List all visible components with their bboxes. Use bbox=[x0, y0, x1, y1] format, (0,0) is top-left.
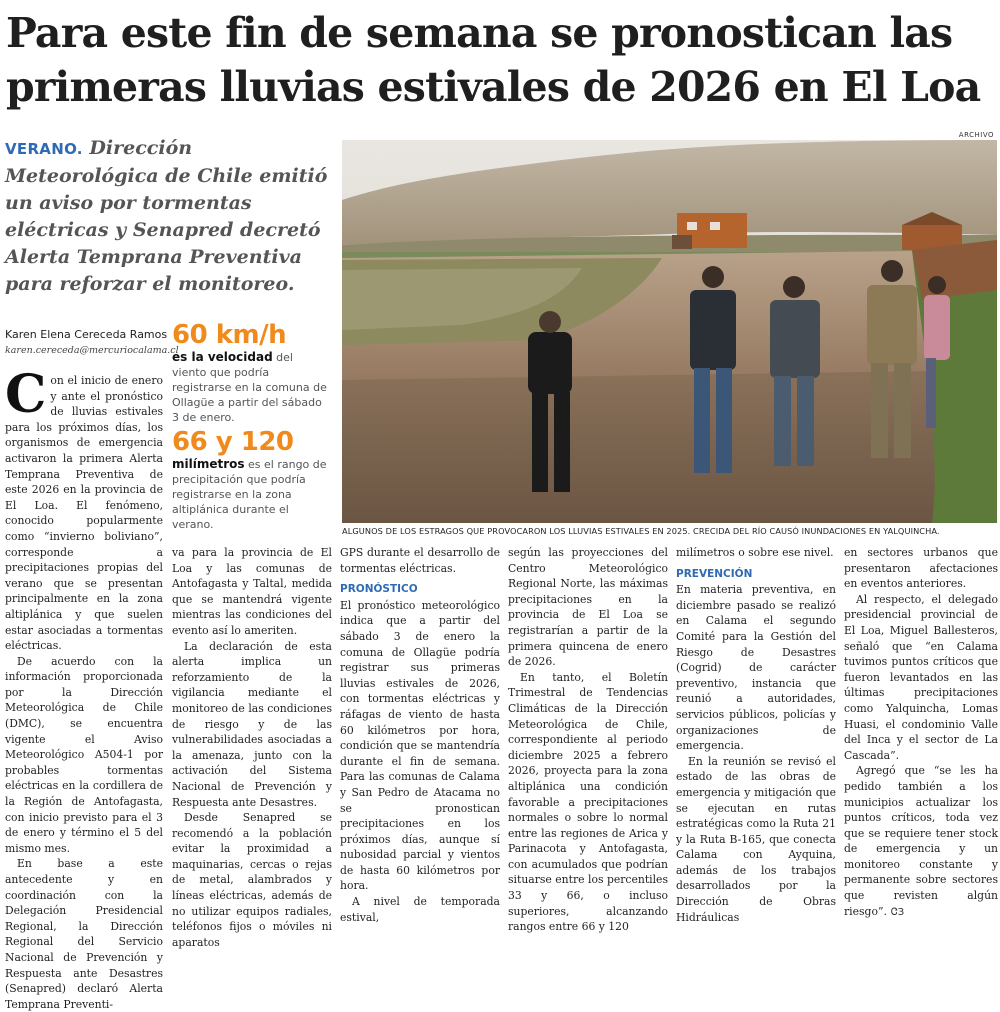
body-paragraph: va para la provincia de El Loa y las comunas de Antofagasta y Taltal, medida que se mantendrá vigente mientras las condiciones del evento así lo ameriten. bbox=[172, 546, 332, 637]
body-paragraph: en sectores urbanos que presentaron afectaciones en eventos anteriores. bbox=[844, 546, 998, 591]
stat-wind-value: 60 km/h bbox=[172, 320, 287, 350]
body-paragraph: En base a este antecedente y en coordinación con la Delegación Presidencial Regional, la Dirección Regional del Servicio Nacional de Prevención y Respuesta ante Desastres (Senapred) declaró Alerta Temprana Preventi- bbox=[5, 857, 163, 1011]
body-paragraph: Desde Senapred se recomendó a la población evitar la proximidad a maquinarias, cercas o rejas de metal, alambrados y líneas eléctricas, además de no utilizar equipos radiales, teléfonos fijos o móviles ni aparatos bbox=[172, 811, 332, 949]
body-paragraph: De acuerdo con la información proporcionada por la Dirección Meteorológica de Chile (DMC), se encuentra vigente el Aviso Meteorológico A504-1 por probables tormentas eléctricas en la cordillera de la Región de Antofagasta, con inicio previsto para el 3 de enero y término el 5 del mismo mes. bbox=[5, 654, 163, 855]
photo-credit: ARCHIVO bbox=[958, 131, 994, 139]
body-text: Agregó que “se les ha pedido también a los municipios actualizar los puntos críticos, toda vez que se requiere tener stock de emergencia y un monitoreo constante y permanente sobre sectores que revisten algún riesgo”. bbox=[844, 764, 998, 918]
body-paragraph: En la reunión se revisó el estado de las obras de emergencia y mitigación que se ejecutan en rutas estratégicas como la Ruta 21 y la Ruta B-165, que conecta Calama con Ayquina, además de los trabajos desarrollados por la Dirección de Obras Hidráulicas bbox=[676, 754, 836, 924]
body-paragraph: El pronóstico meteorológico indica que a partir del sábado 3 de enero la comuna de Ollagüe podría registrar sus primeras lluvias estivales de 2026, con tormentas eléctricas y ráfagas de viento de hasta 60 kilómetros por hora, condición que se mantendría durante el fin de semana. Para las comunas de Calama y San Pedro de Atacama no se pronostican precipitaciones en los próximos días, aunque sí nubosidad parcial y vientos de hasta 60 kilómetros por hora. bbox=[340, 598, 500, 893]
body-paragraph bbox=[844, 763, 998, 920]
body-paragraph: En materia preventiva, en diciembre pasado se realizó en Calama el segundo Comité para la Gestión del Riesgo de Desastres (Cogrid) de carácter preventivo, instancia que reunió a autoridades, servicios públicos, policías y organizaciones de emergencia. bbox=[676, 583, 836, 753]
subheading-pronostico: PRONÓSTICO bbox=[340, 583, 418, 596]
body-paragraph: según las proyecciones del Centro Meteorológico Regional Norte, las máximas precipitaciones en la provincia de El Loa se registrarían a partir de la primera quincena de enero de 2026. bbox=[508, 546, 668, 669]
body-column-4 bbox=[508, 545, 668, 935]
body-column-3 bbox=[340, 545, 500, 925]
body-column-6 bbox=[844, 545, 998, 920]
lead-text: Dirección Meteorológica de Chile emitió un aviso por tormentas eléctricas y Senapred decretó Alerta Temprana Preventiva para reforzar el monitoreo. bbox=[5, 137, 328, 295]
body-column-2 bbox=[172, 545, 332, 950]
headline: Para este fin de semana se pronostican las primeras lluvias estivales de 2026 en El Loa bbox=[6, 9, 981, 111]
end-mark-icon: ᏣЗ bbox=[890, 906, 905, 918]
stat-rain-value: 66 y 120 bbox=[172, 427, 294, 457]
flood-photo-illustration bbox=[342, 140, 997, 523]
author-email[interactable]: karen.cereceda@mercuriocalama.cl bbox=[5, 345, 179, 356]
body-column-5 bbox=[676, 545, 836, 925]
stat-wind-label: es la velocidad bbox=[172, 350, 273, 364]
stat-rain-desc: es el rango de precipitación que podría registrarse en la zona altiplánica durante el verano. bbox=[172, 458, 327, 531]
body-column-1 bbox=[5, 364, 163, 1012]
body-paragraph bbox=[5, 364, 163, 654]
body-paragraph: A nivel de temporada estival, bbox=[340, 895, 500, 924]
stat-wind-desc: del viento que podría registrarse en la comuna de Ollagüe a partir del sábado 3 de enero. bbox=[172, 351, 327, 424]
body-paragraph: En tanto, el Boletín Trimestral de Tendencias Climáticas de la Dirección Meteorológica de Chile, correspondiente al periodo diciembre 2025 a febrero 2026, proyecta para la zona altiplánica una condición favorable a precipitaciones normales o sobre lo normal entre las regiones de Arica y Parinacota y Antofagasta, con acumulados que podrían situarse entre los percentiles 33 y 66, o incluso superiores, alcanzando rangos entre 66 y 120 bbox=[508, 670, 668, 934]
subheading-prevencion: PREVENCIÓN bbox=[676, 567, 753, 580]
stat-rain-label: milímetros bbox=[172, 457, 245, 471]
body-paragraph: Al respecto, el delegado presidencial provincial de El Loa, Miguel Ballesteros, señaló que “en Calama tuvimos puntos críticos que fueron levantados en las últimas precipitaciones como Yalquincha, Lomas Huasi, el condominio Valle del Inca y el sector de La Cascada”. bbox=[844, 592, 998, 762]
body-paragraph: GPS durante el desarrollo de tormentas eléctricas. bbox=[340, 546, 500, 575]
stat-wind bbox=[172, 320, 330, 425]
stat-rain bbox=[172, 427, 330, 532]
body-paragraph: milímetros o sobre ese nivel. bbox=[676, 546, 834, 559]
photo-caption: ALGUNOS DE LOS ESTRAGOS QUE PROVOCARON LOS LLUVIAS ESTIVALES EN 2025. CRECIDA DEL RÍO CAUSÓ INUNDACIONES EN YALQUINCHA. bbox=[342, 526, 940, 536]
body-text: on el inicio de enero y ante el pronóstico de lluvias estivales para los próximos días, los organismos de emergencia activaron la primera Alerta Temprana Preventiva de este 2026 en la provincia de El Loa. El fenómeno, conocido popularmente como “invierno boliviano”, corresponde a precipitaciones propias del verano que se presentan principalmente en la zona altiplánica y que suelen estar asociadas a tormentas eléctricas. bbox=[5, 374, 163, 653]
author-name: Karen Elena Cereceda Ramos bbox=[5, 328, 168, 341]
drop-cap: C bbox=[5, 364, 47, 425]
lead-kicker: VERANO. bbox=[5, 140, 83, 158]
flood-photo bbox=[342, 140, 997, 523]
body-paragraph: La declaración de esta alerta implica un reforzamiento de la vigilancia mediante el monitoreo de las condiciones de riesgo y de las vulnerabilidades asociadas a la amenaza, junto con la activación del Sistema Nacional de Prevención y Respuesta ante Desastres. bbox=[172, 639, 332, 809]
lead-paragraph bbox=[5, 135, 333, 298]
